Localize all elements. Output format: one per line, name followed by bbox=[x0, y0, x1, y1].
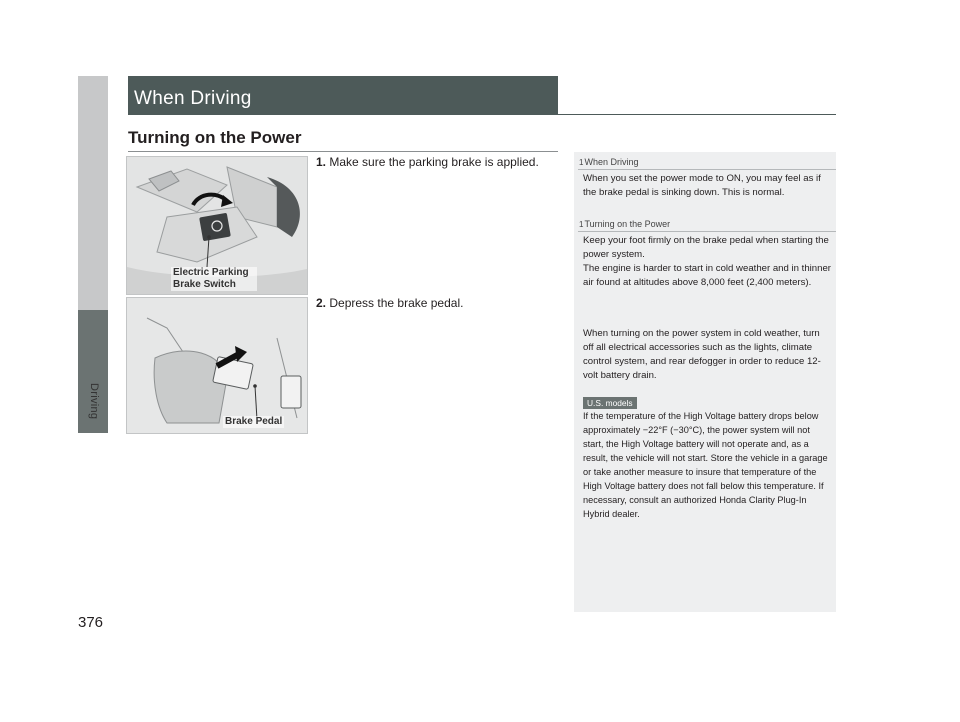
sidebar-label-driving: Driving bbox=[88, 383, 100, 420]
step-1 bbox=[316, 155, 539, 169]
note-paragraph: Keep your foot firmly on the brake pedal when starting the power system. bbox=[583, 235, 829, 260]
step-2 bbox=[316, 296, 463, 310]
note-heading-2-text: Turning on the Power bbox=[584, 219, 671, 229]
note-paragraph: When you set the power mode to ON, you may feel as if the brake pedal is sinking down. This is normal. bbox=[583, 173, 821, 198]
note-heading-when-driving bbox=[579, 157, 638, 167]
switch-callout-label: Electric Parking Brake Switch bbox=[171, 267, 257, 291]
step-2-text: Depress the brake pedal. bbox=[329, 296, 464, 310]
section-title: When Driving bbox=[134, 88, 252, 109]
note-rule bbox=[578, 231, 836, 232]
subtitle-rule bbox=[128, 151, 558, 152]
pedal-drawing bbox=[127, 298, 307, 433]
step-1-text: Make sure the parking brake is applied. bbox=[329, 155, 539, 169]
us-models-badge: U.S. models bbox=[583, 397, 637, 409]
note-paragraph: If the temperature of the High Voltage battery drops below approximately −22°F (−30°C), the power system will not start, the High Voltage battery will not operate and, as a result, the vehicle will not start. Store the vehicle in a garage or take another measure to insure that temperature of the High Voltage battery does not fall below this temperature. If necessary, consult an authorized Honda Clarity Plug-In Hybrid dealer. bbox=[583, 411, 828, 519]
switch-button bbox=[199, 213, 231, 241]
note-rule bbox=[578, 169, 836, 170]
banner-rule bbox=[128, 114, 836, 115]
pedal-callout-label: Brake Pedal bbox=[225, 416, 283, 427]
note-paragraph: The engine is harder to start in cold weather and in thinner air found at altitudes above 8,000 feet (2,400 meters). bbox=[583, 263, 831, 288]
page-number: 376 bbox=[78, 614, 104, 631]
step-2-number: 2. bbox=[316, 296, 327, 310]
note-paragraph: When turning on the power system in cold weather, turn off all electrical accessories such as the lights, climate control system, and rear defogger in order to reduce 12-volt battery drain. bbox=[583, 328, 821, 381]
note-heading-turning-on-power bbox=[579, 219, 670, 229]
accelerator-pad bbox=[281, 376, 301, 408]
parking-brake-switch-illustration bbox=[126, 156, 308, 295]
reference-marker-icon: 1 bbox=[579, 220, 584, 229]
foot-shape bbox=[154, 351, 227, 423]
page-subtitle: Turning on the Power bbox=[128, 128, 302, 147]
step-1-number: 1. bbox=[316, 155, 327, 169]
brake-pedal-illustration bbox=[126, 297, 308, 434]
note-heading-1-text: When Driving bbox=[584, 157, 639, 167]
reference-marker-icon: 1 bbox=[579, 158, 584, 167]
